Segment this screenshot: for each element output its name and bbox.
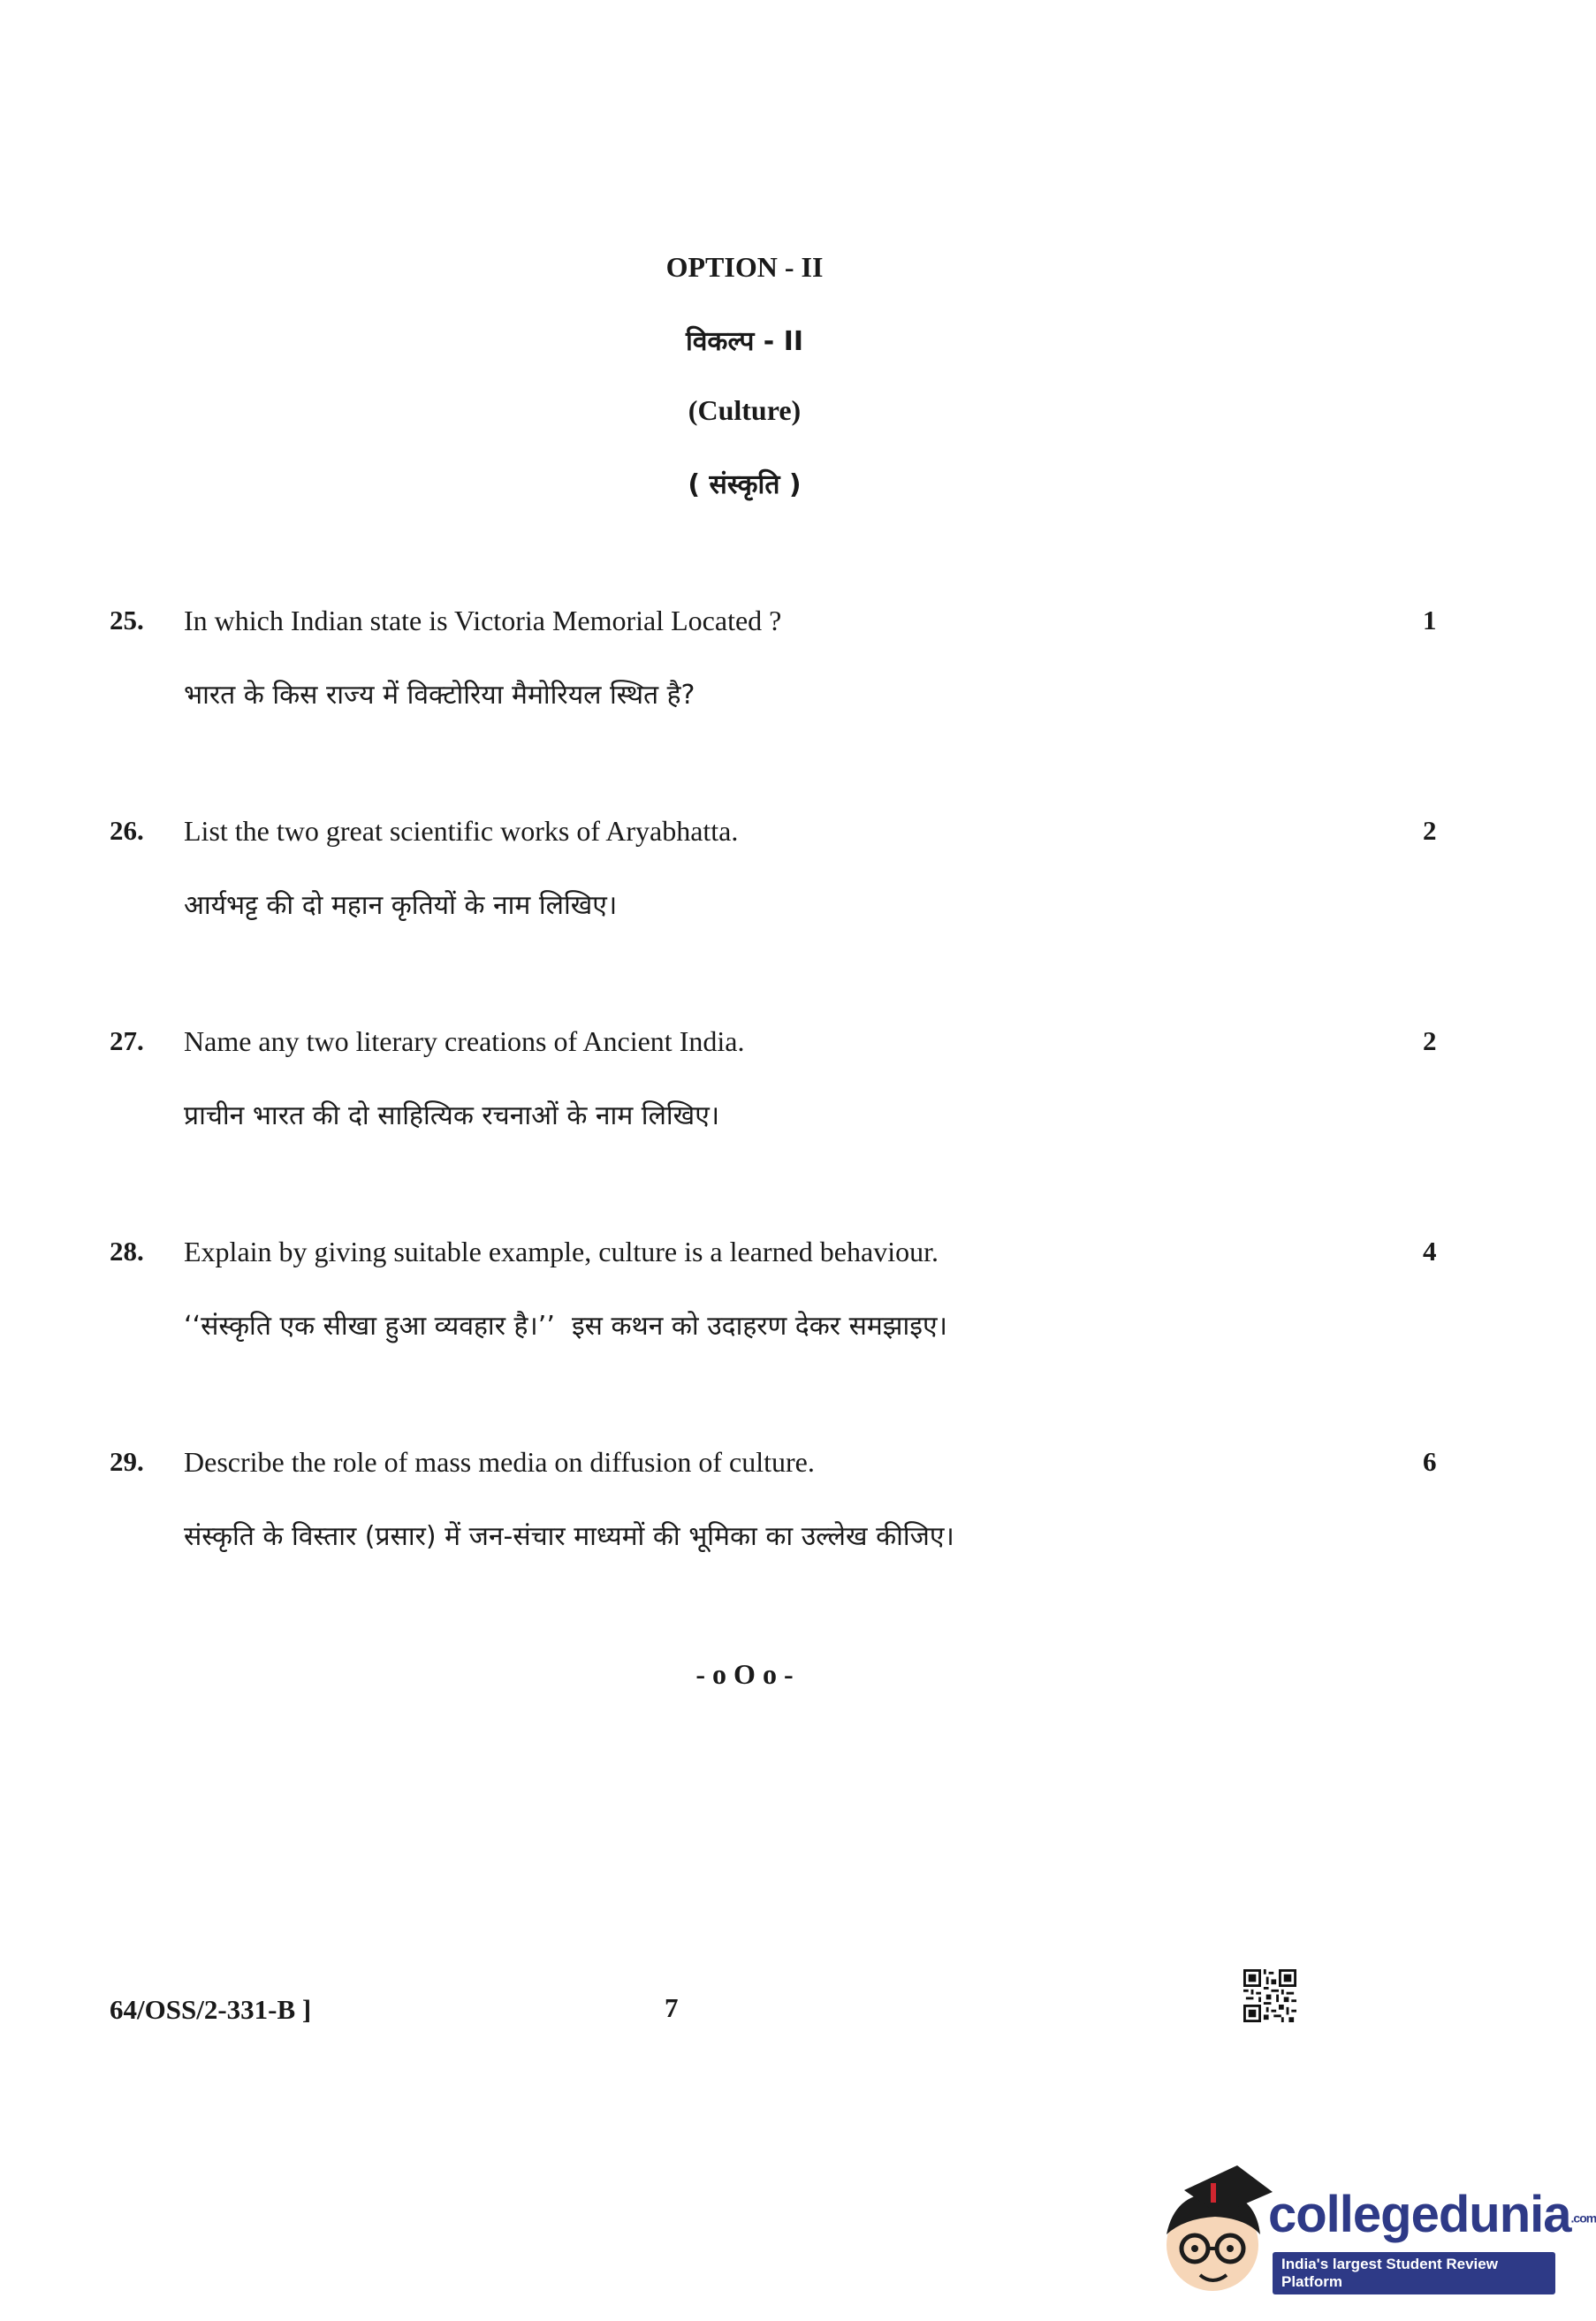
question-marks: 2 <box>1423 1025 1437 1056</box>
question-text-en: Name any two literary creations of Ancient India. <box>184 1025 745 1057</box>
student-mascot-icon <box>1149 2157 1281 2307</box>
question-marks: 4 <box>1423 1236 1437 1267</box>
question-number: 25. <box>110 605 144 635</box>
logo-suffix: .com <box>1570 2211 1596 2226</box>
question-number: 27. <box>110 1025 144 1056</box>
question-text-hi: संस्कृति के विस्तार (प्रसार) में जन-संचार माध्यमों की भूमिका का उल्लेख कीजिए। <box>184 1521 954 1552</box>
question-marks: 1 <box>1423 605 1437 635</box>
logo-wordmark: collegedunia <box>1268 2186 1571 2243</box>
question-text-en: List the two great scientific works of Aryabhatta. <box>184 815 739 847</box>
question-number: 28. <box>110 1236 144 1267</box>
question-text-hi: आर्यभट्ट की दो महान कृतियों के नाम लिखिए। <box>184 890 618 921</box>
question-number: 26. <box>110 815 144 846</box>
question-marks: 2 <box>1423 815 1437 846</box>
collegedunia-logo <box>1149 2157 1596 2307</box>
question-text-hi: प्राचीन भारत की दो साहित्यिक रचनाओं के नाम लिखिए। <box>184 1100 720 1131</box>
question-text-hi: भारत के किस राज्य में विक्टोरिया मैमोरियल स्थित है? <box>184 680 695 711</box>
page-number: 7 <box>665 1992 679 2023</box>
qr-code-icon <box>1243 1969 1296 2022</box>
paper-code: 64/OSS/2-331-B ] <box>110 1994 312 2025</box>
logo-tagline: India's largest Student Review Platform <box>1273 2252 1555 2294</box>
option-title: OPTION - II <box>665 251 824 283</box>
question-number: 29. <box>110 1446 144 1477</box>
question-text-en: Explain by giving suitable example, culture is a learned behaviour. <box>184 1236 939 1267</box>
question-text-en: Describe the role of mass media on diffusion of culture. <box>184 1446 815 1478</box>
subject-title: (Culture) <box>688 394 802 426</box>
subject-title-hindi: ( संस्कृति ) <box>688 469 802 500</box>
option-title-hindi: विकल्प - II <box>685 326 804 357</box>
end-marker: - o O o - <box>695 1658 794 1690</box>
question-marks: 6 <box>1423 1446 1437 1477</box>
question-text-hi: ‘‘संस्कृति एक सीखा हुआ व्यवहार है।’’ इस कथन को उदाहरण देकर समझाइए। <box>184 1311 947 1342</box>
question-text-en: In which Indian state is Victoria Memorial Located ? <box>184 605 782 636</box>
